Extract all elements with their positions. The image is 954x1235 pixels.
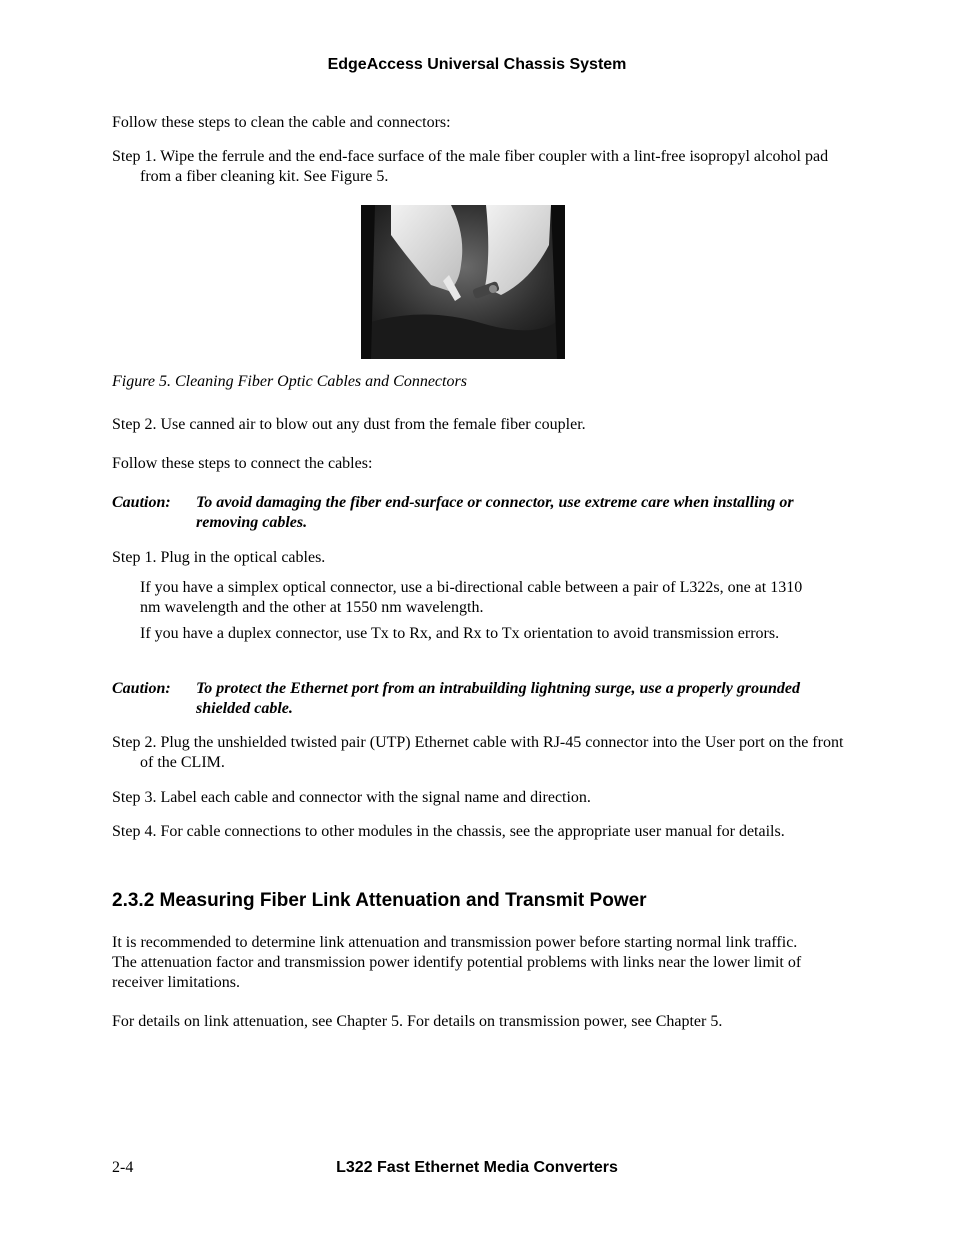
caution-label: Caution: — [112, 494, 171, 511]
clean-step-2: Step 2. Use canned air to blow out any dust from the female fiber coupler. — [112, 416, 586, 433]
caution-text: To protect the Ethernet port from an intrabuilding lightning surge, use a properly grounded shielded cable. — [196, 680, 800, 717]
clean-intro: Follow these steps to clean the cable and connectors: — [112, 114, 451, 131]
caution-label: Caution: — [112, 680, 171, 697]
simplex-note: If you have a simplex optical connector, use a bi-directional cable between a pair of L322s, one at 1310 nm wavelength and the other at 1550 nm wavelength. — [140, 579, 803, 616]
cleaning-photo-illustration — [361, 205, 565, 359]
connect-step-1: Step 1. Plug in the optical cables. — [112, 549, 326, 566]
footer-title: L322 Fast Ethernet Media Converters — [336, 1159, 618, 1176]
footer-page-number: 2-4 — [112, 1159, 134, 1176]
figure-cleaning-photo — [361, 205, 565, 359]
duplex-note: If you have a duplex connector, use Tx to Rx, and Rx to Tx orientation to avoid transmission errors. — [140, 625, 780, 642]
connect-intro: Follow these steps to connect the cables: — [112, 455, 373, 472]
caution-text: To avoid damaging the fiber end-surface or connector, use extreme care when installing or removing cables. — [196, 494, 794, 531]
clean-step-1: Step 1. Wipe the ferrule and the end-face surface of the male fiber coupler with a lint-free isopropyl alcohol pad from a fiber cleaning kit. See Figure 5. — [112, 148, 829, 185]
connect-step-2: Step 2. Plug the unshielded twisted pair (UTP) Ethernet cable with RJ-45 connector into the User port on the front of the CLIM. — [112, 734, 844, 771]
section-body-paragraph: For details on link attenuation, see Chapter 5. For details on transmission power, see Chapter 5. — [112, 1013, 723, 1030]
connect-step-3: Step 3. Label each cable and connector with the signal name and direction. — [112, 789, 591, 806]
figure-caption: Figure 5. Cleaning Fiber Optic Cables and Connectors — [112, 373, 467, 390]
section-heading: 2.3.2 Measuring Fiber Link Attenuation and Transmit Power — [112, 890, 647, 911]
connect-step-4: Step 4. For cable connections to other modules in the chassis, see the appropriate user manual for details. — [112, 823, 785, 840]
page-header-title: EdgeAccess Universal Chassis System — [327, 56, 627, 73]
section-body-paragraph: It is recommended to determine link attenuation and transmission power before starting normal link traffic. The attenuation factor and transmission power identify potential problems with links near the lower limit of receiver limitations. — [112, 934, 802, 991]
